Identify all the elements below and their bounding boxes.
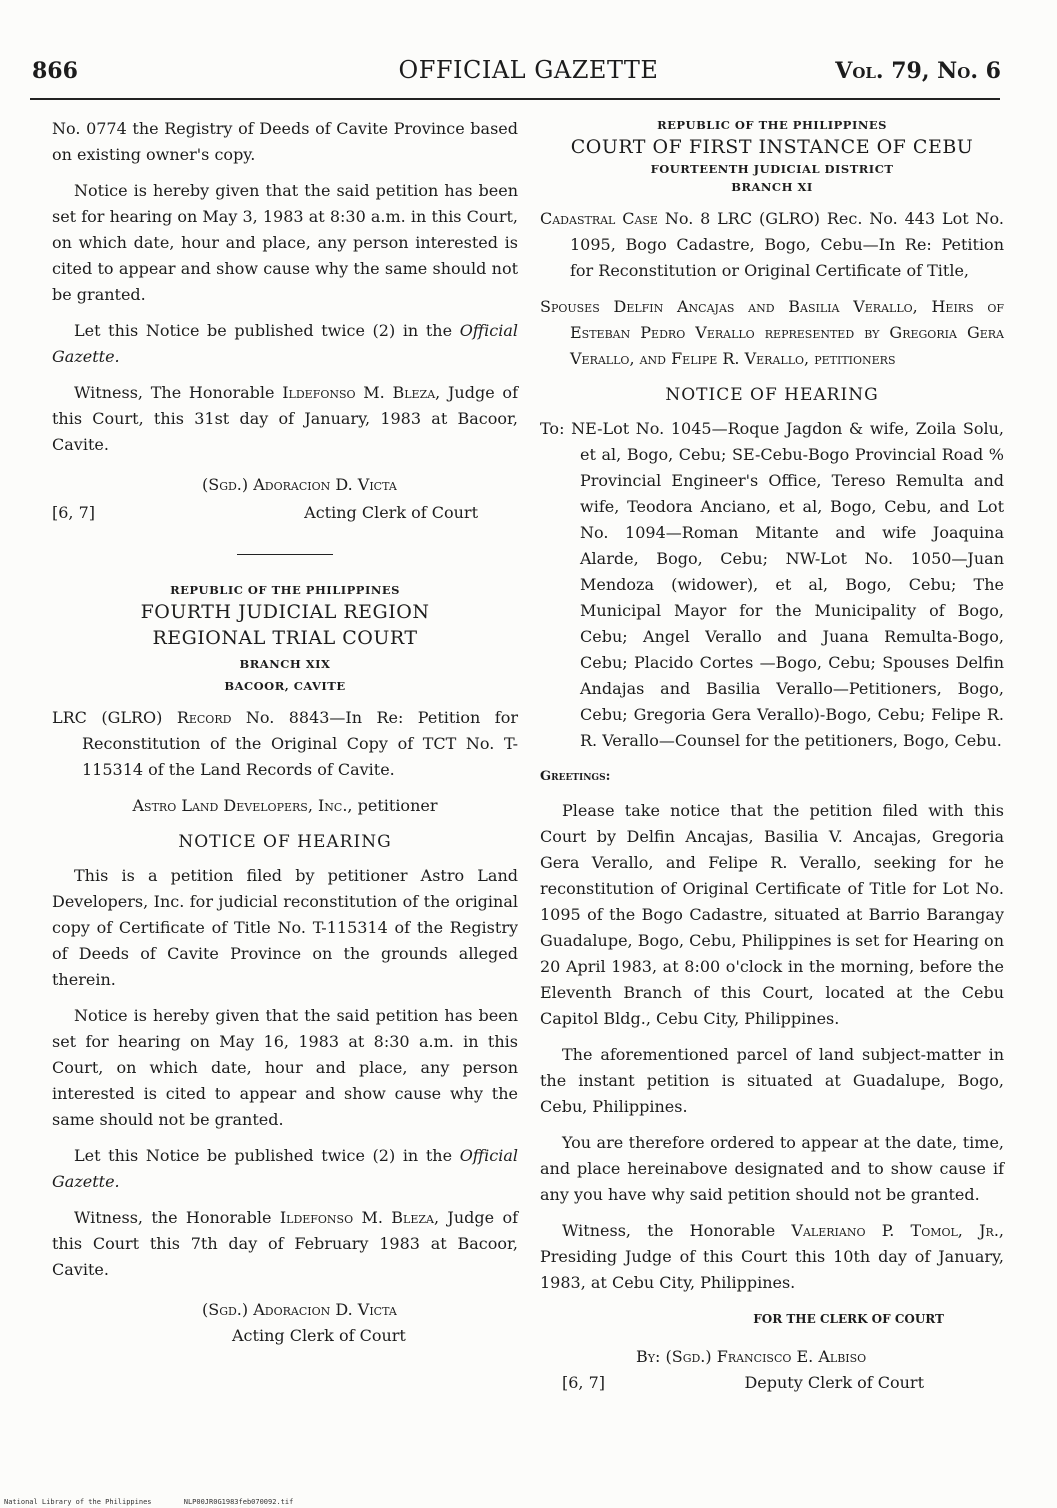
notice-bacoor — [52, 581, 518, 1349]
text: No. 8 LRC (GLRO) Rec. No. 443 Lot No. 1095, Bogo Cadastre, Bogo, Cebu—In Re: Petition for Reconstitution or Original Certificate of Title, — [570, 209, 1004, 280]
signature-title: Deputy Clerk of Court — [744, 1373, 924, 1392]
left-column — [52, 116, 518, 1349]
republic-heading: REPUBLIC OF THE PHILIPPINES — [657, 118, 887, 132]
text: LRC (GLRO) — [52, 708, 163, 727]
signature-line: (Sgd.) Adoracion D. Victa — [202, 1300, 397, 1319]
for-clerk-label: FOR THE CLERK OF COURT — [753, 1312, 944, 1326]
signature — [52, 1297, 518, 1349]
paragraph: Please take notice that the petition filed with this Court by Delfin Ancajas, Basilia V. Ancajas, Gregoria Gera Verallo, and Felipe R. Verallo, seeking for he reconstitution of Original Certificate of Title for Lot No. 1095 of the Bogo Cadastre, situated at Barrio Barangay Guadalupe, Bogo, Cebu, Philippines is set for Hearing on 20 April 1983, at 8:00 o'clock in the morning, before the Eleventh Branch of this Court, located at the Cebu Capitol Bldg., Cebu City, Philippines. — [540, 801, 1004, 1028]
text: Judge of this Court this 7th day of February 1983 at Bacoor, Cavite. — [52, 1208, 519, 1279]
issue-ref: [6, 7] — [52, 503, 96, 522]
notice-heading: NOTICE OF HEARING — [178, 832, 392, 852]
notice-heading: NOTICE OF HEARING — [665, 385, 879, 405]
paragraph: No. 0774 the Registry of Deeds of Cavite Province based on existing owner's copy. — [52, 119, 518, 164]
signature — [52, 472, 518, 526]
text: Let this Notice be published twice (2) in the — [74, 1146, 453, 1165]
text: No. 8843—In Re: Petition for Reconstitution of the Original Copy of TCT No. T-115314 of the Land Records of Cavite. — [82, 708, 518, 779]
text: Let this Notice be published twice (2) in the — [74, 321, 453, 340]
judge-name: Ildefonso M. Bleza, — [282, 383, 441, 402]
text: Record — [176, 708, 232, 727]
witness-paragraph — [52, 1205, 518, 1283]
district-heading: FOURTEENTH JUDICIAL DISTRICT — [650, 162, 894, 176]
branch-heading: BRANCH XIX — [239, 657, 331, 671]
text: Witness, the Honorable — [562, 1221, 776, 1240]
branch-heading: BRANCH XI — [731, 180, 813, 194]
section-divider — [237, 554, 333, 555]
text: Witness, the Honorable — [74, 1208, 272, 1227]
paragraph: Notice is hereby given that the said petition has been set for hearing on May 3, 1983 at 8:30 a.m. in this Court, on which date, hour and place, any person interested is cited to appear and show cause why the same should not be granted. — [52, 181, 518, 304]
volume-label: Vol. 79, No. 6 — [835, 58, 1001, 84]
publication-title: OFFICIAL GAZETTE — [398, 56, 659, 84]
witness-paragraph — [540, 1218, 1004, 1296]
publication-order — [52, 318, 518, 370]
signature-line: (Sgd.) Adoracion D. Victa — [202, 475, 397, 494]
page-number: 866 — [32, 58, 78, 84]
petitioner-name: Astro Land Developers, Inc., — [132, 796, 353, 815]
case-title — [52, 705, 518, 783]
judge-name: Ildefonso M. Bleza, — [279, 1208, 440, 1227]
notice-cavite-continued — [52, 116, 518, 526]
signature — [540, 1344, 1004, 1396]
text: petitioner — [357, 796, 438, 815]
gazette-name: Official Gazette. — [52, 1146, 518, 1191]
addressees: To: NE-Lot No. 1045—Roque Jagdon & wife, Zoila Solu, et al, Bogo, Cebu; SE-Cebu-Bogo Provincial Road % Provincial Engineer's Office, Tereso Remulta and wife, Teodora Anciano, et al, Bogo, Cebu, and Lot No. 1094—Roman Mitante and wife Joaquina Alarde, Bogo, Cebu; NW-Lot No. 1050—Juan Mendoza (widower), et al, Bogo, Cebu; The Municipal Mayor for the Municipality of Bogo, Cebu; Angel Verallo and Juana Remulta-Bogo, Cebu; Placido Cortes —Bogo, Cebu; Spouses Delfin Andajas and Basilia Verallo—Petitioners, Bogo, Cebu; Gregoria Gera Verallo)-Bogo, Cebu; Felipe R. R. Verallo—Counsel for the petitioners, Bogo, Cebu. — [540, 419, 1004, 750]
paragraph: Notice is hereby given that the said petition has been set for hearing on May 16, 1983 at 8:30 a.m. in this Court, on which date, hour and place, any person interested is cited to appear and show cause why the same should not be granted. — [52, 1006, 518, 1129]
parties: Spouses Delfin Ancajas and Basilia Verallo, Heirs of Esteban Pedro Verallo represented by Gregoria Gera Verallo, and Felipe R. Verallo, petitioners — [540, 297, 1004, 368]
paragraph: You are therefore ordered to appear at the date, time, and place hereinabove designated and to show cause if any you have why said petition should not be granted. — [540, 1133, 1004, 1204]
paragraph: This is a petition filed by petitioner Astro Land Developers, Inc. for judicial reconstitution of the original copy of Certificate of Title No. T-115314 of the Registry of Deeds of Cavite Province on the grounds alleged therein. — [52, 866, 518, 989]
paragraph: The aforementioned parcel of land subject-matter in the instant petition is situated at Guadalupe, Bogo, Cebu, Philippines. — [540, 1045, 1004, 1116]
court-heading: REGIONAL TRIAL COURT — [152, 627, 418, 649]
place-heading: BACOOR, CAVITE — [224, 679, 346, 693]
text: Judge of this Court, this 31st day of January, 1983 at Bacoor, Cavite. — [52, 383, 518, 454]
text: Witness, The Honorable — [74, 383, 275, 402]
header-rule — [30, 98, 1000, 100]
greetings: Greetings: — [540, 769, 611, 784]
judge-name: Valeriano P. Tomol, Jr., — [791, 1221, 1004, 1240]
witness-paragraph — [52, 380, 518, 458]
issue-ref: [6, 7] — [562, 1373, 606, 1392]
text: Cadastral Case — [540, 209, 658, 228]
region-heading: FOURTH JUDICIAL REGION — [140, 601, 430, 623]
republic-heading: REPUBLIC OF THE PHILIPPINES — [170, 583, 400, 597]
notice-cebu — [540, 116, 1004, 1396]
signature-title: Acting Clerk of Court — [304, 503, 478, 522]
right-column — [540, 116, 1004, 1396]
scan-footer — [4, 1498, 321, 1506]
petitioner-line — [52, 793, 518, 819]
signature-line: By: (Sgd.) Francisco E. Albiso — [636, 1347, 867, 1366]
gazette-name: Official Gazette. — [52, 321, 518, 366]
library-credit: National Library of the Philippines — [4, 1498, 152, 1506]
publication-order — [52, 1143, 518, 1195]
case-title — [540, 206, 1004, 284]
text: Presiding Judge of this Court this 10th day of January, 1983, at Cebu City, Philippines. — [540, 1247, 1004, 1292]
court-heading: COURT OF FIRST INSTANCE OF CEBU — [570, 136, 974, 158]
signature-title: Acting Clerk of Court — [232, 1326, 406, 1345]
scan-filename: NLP00JR0G1983feb070092.tif — [183, 1498, 294, 1506]
